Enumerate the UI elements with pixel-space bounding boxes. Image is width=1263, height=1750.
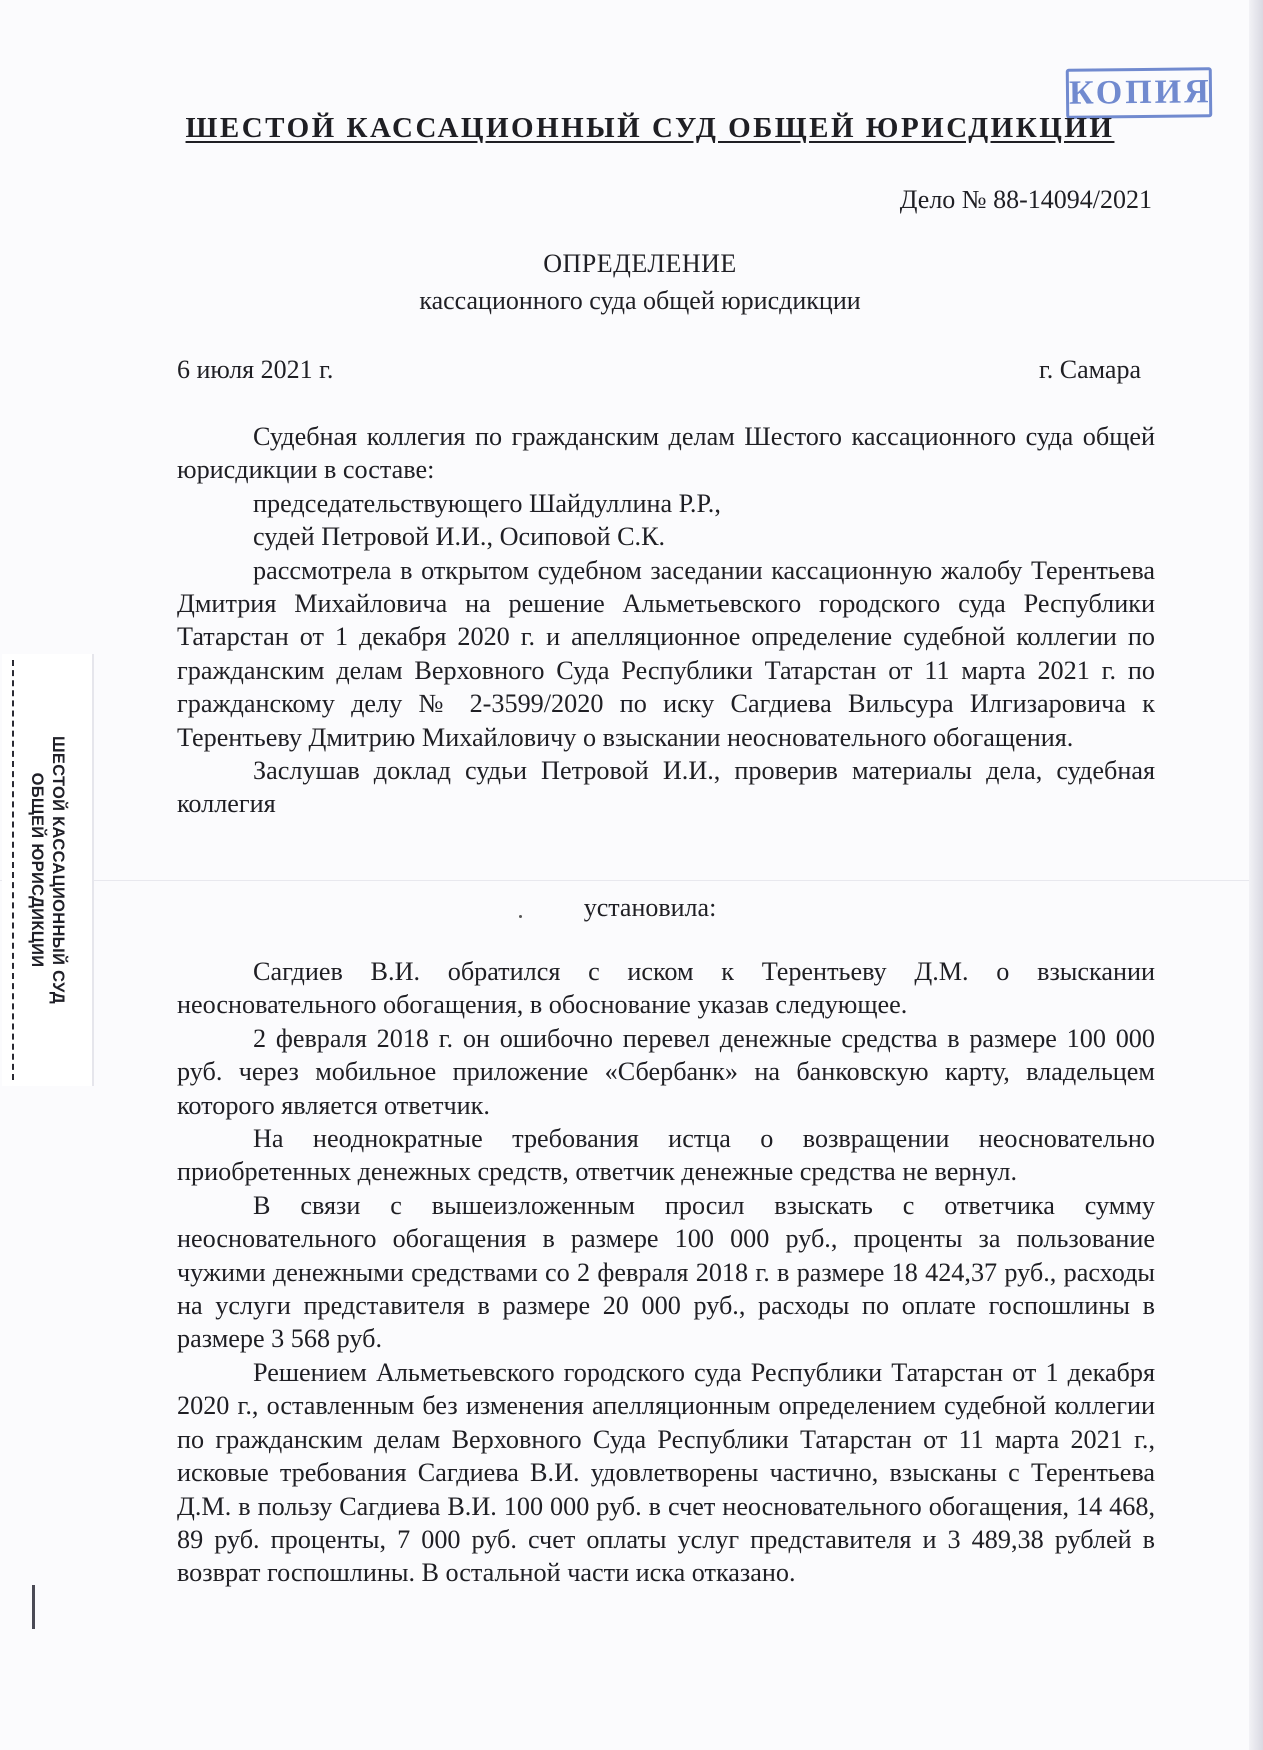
scan-mark (32, 1585, 35, 1629)
margin-seal-strip (2, 654, 92, 1086)
document-date: 6 июля 2021 г. (177, 355, 334, 384)
margin-seal-line: ШЕСТОЙ КАССАЦИОННЫЙ СУД (49, 736, 67, 1004)
intro-section (177, 420, 1155, 821)
findings-paragraph: В связи с вышеизложенным просил взыскать с ответчика сумму неосновательного обогащения в размере 100 000 руб., проценты за пользование чужими денежными средствами со 2 февраля 2018 г. в размере 18 424,37 руб., расходы на услуги представителя в размере 20 000 руб., расходы по оплате госпошлины в размере 3 568 руб. (177, 1190, 1155, 1354)
findings-paragraph: Сагдиев В.И. обратился с иском к Терентьеву Д.М. о взыскании неосновательного обогащения, в обоснование указав следующее. (177, 957, 1155, 1020)
paper-fold-line (0, 880, 1263, 881)
findings-paragraph: На неоднократные требования истца о возвращении неосновательно приобретенных денежных средств, ответчик денежные средства не вернул. (177, 1124, 1155, 1187)
intro-paragraph: Судебная коллегия по гражданским делам Шестого кассационного суда общей юрисдикции в составе: (177, 422, 1155, 485)
intro-paragraph: рассмотрела в открытом судебном заседании кассационную жалобу Терентьева Дмитрия Михайловича на решение Альметьевского городского суда Республики Татарстан от 1 декабря 2020 г. и апелляционное определение судебной коллегии по гражданским делам Верховного Суда Республики Татарстан от 11 марта 2021 г. по гражданскому делу № 2-3599/2020 по иску Сагдиева Вильсура Илгизаровича к Терентьеву Дмитрию Михайловичу о взыскании неосновательного обогащения. (177, 555, 1155, 752)
findings-paragraph: Решением Альметьевского городского суда Республики Татарстан от 1 декабря 2020 г., оставленным без изменения апелляционным определением судебной коллегии по гражданским делам Верховного Суда Республики Татарстан от 11 марта 2021 г., исковые требования Сагдиева В.И. удовлетворены частично, взысканы с Терентьева Д.М. в пользу Сагдиева В.И. 100 000 руб. в счет неосновательного обогащения, 14 468, 89 руб. проценты, 7 000 руб. счет оплаты услуг представителя и 3 489,38 рублей в возврат госпошлины. В остальной части иска отказано. (177, 1357, 1155, 1588)
court-name-heading: ШЕСТОЙ КАССАЦИОННЫЙ СУД ОБЩЕЙ ЮРИСДИКЦИИ (185, 112, 1115, 144)
document-title: ОПРЕДЕЛЕНИЕ (543, 249, 737, 278)
case-number: Дело № 88-14094/2021 (899, 185, 1152, 214)
findings-paragraph: 2 февраля 2018 г. он ошибочно перевел денежные средства в размере 100 000 руб. через мобильное приложение «Сбербанк» на банковскую карту, владельцем которого является ответчик. (177, 1023, 1155, 1120)
intro-paragraph: председательствующего Шайдуллина Р.Р., (253, 488, 721, 518)
margin-seal-line: ОБЩЕЙ ЮРИСДИКЦИИ (28, 772, 46, 968)
scan-speck (519, 915, 522, 918)
intro-paragraph: судей Петровой И.И., Осиповой С.К. (253, 522, 666, 552)
margin-seal-text (26, 660, 68, 1080)
paper-edge (1249, 0, 1263, 1750)
copy-stamp: КОПИЯ (1066, 67, 1213, 119)
ruling-word: установила: (583, 893, 717, 922)
intro-paragraph: Заслушав доклад судьи Петровой И.И., проверив материалы дела, судебная коллегия (177, 756, 1155, 819)
document-city: г. Самара (1039, 355, 1141, 384)
findings-section (177, 955, 1155, 1590)
margin-dash-line (12, 660, 14, 1080)
document-subtitle: кассационного суда общей юрисдикции (419, 286, 861, 315)
